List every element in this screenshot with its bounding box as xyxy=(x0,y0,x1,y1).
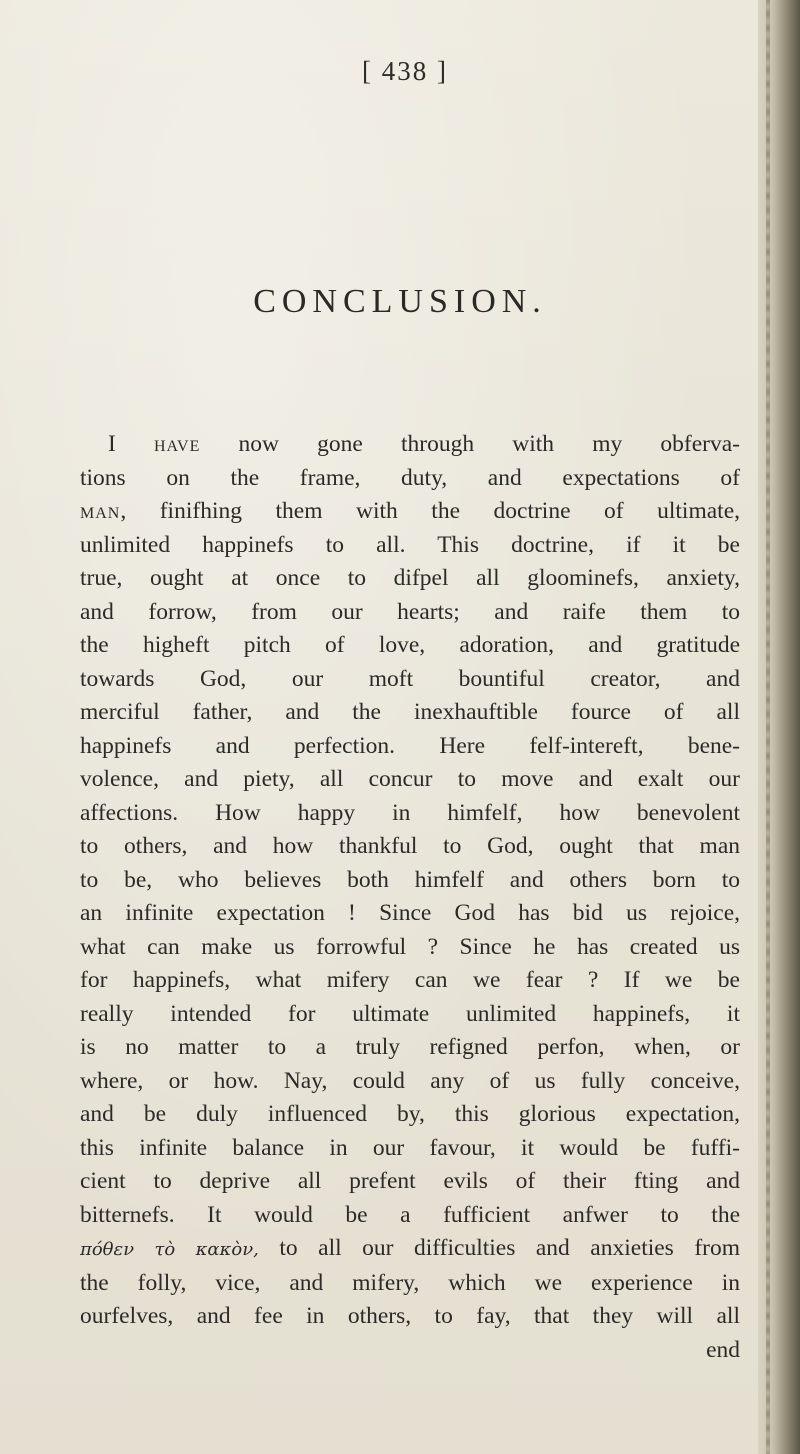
text-line: man, finifhing them with the doctrine of ultimate, xyxy=(80,498,740,524)
page-number: [ 438 ] xyxy=(362,56,448,86)
page-gutter-shadow xyxy=(758,0,800,1454)
text-line: true, ought at once to difpel all gloominefs, anxiety, xyxy=(80,565,740,591)
text-line: happinefs and perfection. Here felf-intereft, bene- xyxy=(80,732,740,759)
text-line: affections. How happy in himfelf, how benevolent xyxy=(80,799,740,826)
text-line: tions on the frame, duty, and expectations of xyxy=(80,464,740,491)
text-line: towards God, our moft bountiful creator, and xyxy=(80,665,740,692)
chapter-title: CONCLUSION. xyxy=(253,283,547,320)
text-line: cient to deprive all prefent evils of their fting and xyxy=(80,1168,740,1194)
text-line: for happinefs, what mifery can we fear ? If we be xyxy=(80,967,740,993)
text-line: is no matter to a truly refigned perfon, when, or xyxy=(80,1034,740,1060)
text-line: an infinite expectation ! Since God has bid us rejoice, xyxy=(80,900,740,926)
text-line: volence, and piety, all concur to move and exalt our xyxy=(80,766,740,792)
text-line: merciful father, and the inexhauftible fource of all xyxy=(80,699,740,725)
text-line: and forrow, from our hearts; and raife them to xyxy=(80,598,740,625)
text-line: bitternefs. It would be a fufficient anfwer to the xyxy=(80,1201,740,1228)
text-line: really intended for ultimate unlimited happinefs, it xyxy=(80,1000,740,1027)
text-line: what can make us forrowful ? Since he has created us xyxy=(80,933,740,960)
text-line: to be, who believes both himfelf and others born to xyxy=(80,866,740,893)
text-line: this infinite balance in our favour, it would be fuffi- xyxy=(80,1134,740,1161)
body-paragraph xyxy=(80,428,740,1367)
text-line: and be duly influenced by, this glorious expectation, xyxy=(80,1101,740,1127)
text-line: I have now gone through with my obferva- xyxy=(108,431,740,457)
text-line: πόθεν τὸ κακὸν, to all our difficulties and anxieties from xyxy=(80,1235,740,1261)
text-line: the folly, vice, and mifery, which we experience in xyxy=(80,1269,740,1296)
page-binding-edge xyxy=(766,0,770,1454)
catchword: end xyxy=(706,1336,740,1363)
text-line: ourfelves, and fee in others, to fay, that they will all xyxy=(80,1303,740,1329)
text-line: where, or how. Nay, could any of us fully conceive, xyxy=(80,1067,740,1094)
text-line: the higheft pitch of love, adoration, and gratitude xyxy=(80,632,740,658)
greek-phrase: πόθεν τὸ κακὸν, xyxy=(80,1239,259,1260)
text-line: to others, and how thankful to God, ought that man xyxy=(80,833,740,859)
text-line: unlimited happinefs to all. This doctrine, if it be xyxy=(80,531,740,558)
